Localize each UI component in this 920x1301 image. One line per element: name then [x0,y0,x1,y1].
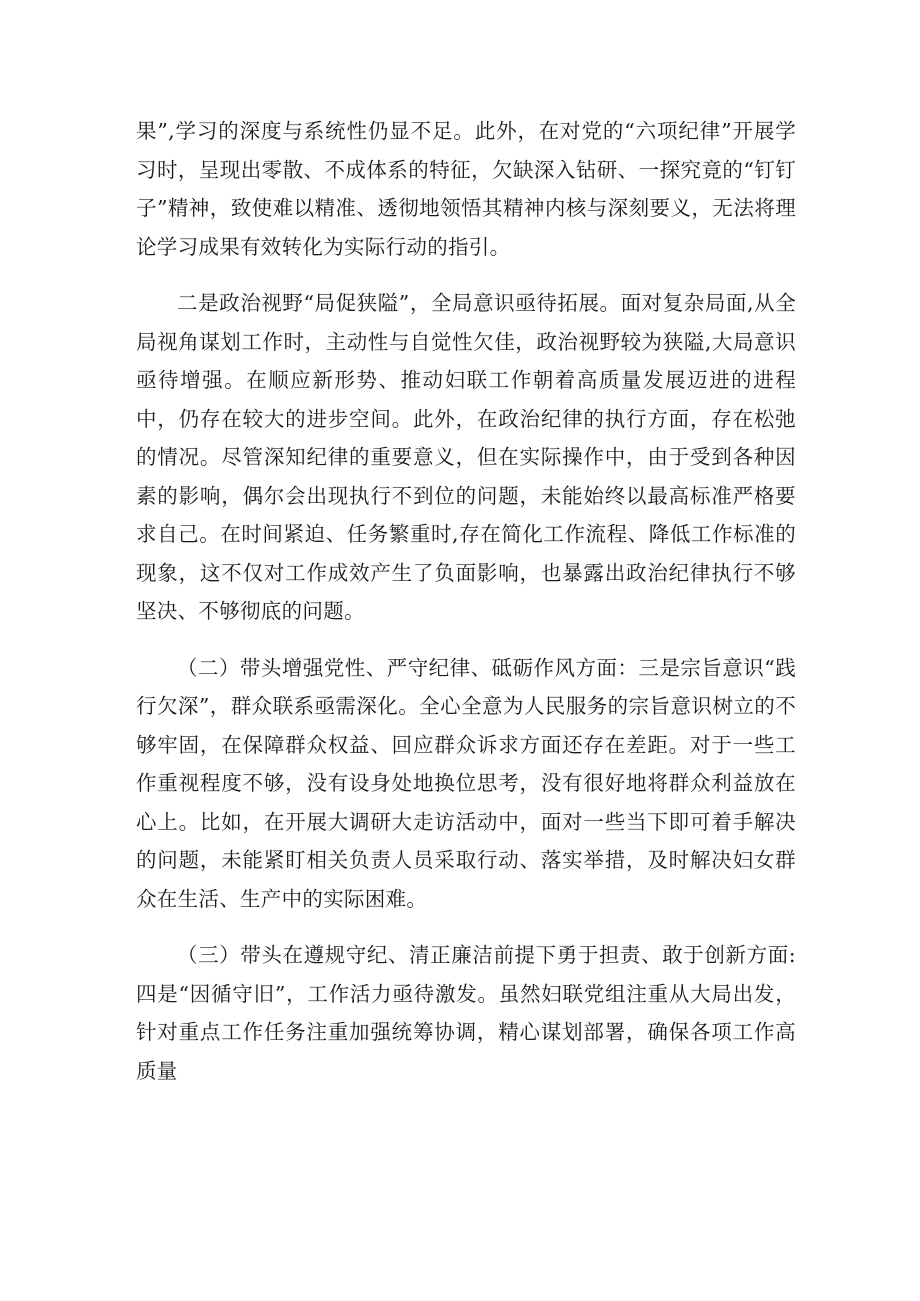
paragraph-mass-connection: （二）带头增强党性、严守纪律、砥砺作风方面：三是宗旨意识“践行欠深”，群众联系亟需深化。全心全意为人民服务的宗旨意识树立的不够牢固，在保障群众权益、回应群众诉求方面还存在差距。对于一些工作重视程度不够，没有设身处地换位思考，没有很好地将群众利益放在心上。比如，在开展大调研大走访活动中，面对一些当下即可着手解决的问题，未能紧盯相关负责人员采取行动、落实举措，及时解决妇女群众在生活、生产中的实际困难。 [136,655,796,911]
paragraph-work-vitality: （三）带头在遵规守纪、清正廉洁前提下勇于担责、敢于创新方面:四是“因循守旧”，工作活力亟待激发。虽然妇联党组注重从大局出发，针对重点工作任务注重加强统筹协调，精心谋划部署，确保各项工作高质量 [136,943,796,1083]
paragraph-political-vision: 二是政治视野“局促狭隘”，全局意识亟待拓展。面对复杂局面,从全局视角谋划工作时，主动性与自觉性欠佳，政治视野较为狭隘,大局意识亟待增强。在顺应新形势、推动妇联工作朝着高质量发展迈进的进程中，仍存在较大的进步空间。此外，在政治纪律的执行方面，存在松弛的情况。尽管深知纪律的重要意义，但在实际操作中，由于受到各种因素的影响，偶尔会出现执行不到位的问题，未能始终以最高标准严格要求自己。在时间紧迫、任务繁重时,存在简化工作流程、降低工作标准的现象，这不仅对工作成效产生了负面影响，也暴露出政治纪律执行不够坚决、不够彻底的问题。 [136,291,796,623]
document-body [136,112,796,1090]
paragraph-study-depth: 果”,学习的深度与系统性仍显不足。此外，在对党的“六项纪律”开展学习时，呈现出零散、不成体系的特征，欠缺深入钻研、一探究竟的“钉钉子”精神，致使难以精准、透彻地领悟其精神内核与深刻要义，无法将理论学习成果有效转化为实际行动的指引。 [136,119,796,259]
